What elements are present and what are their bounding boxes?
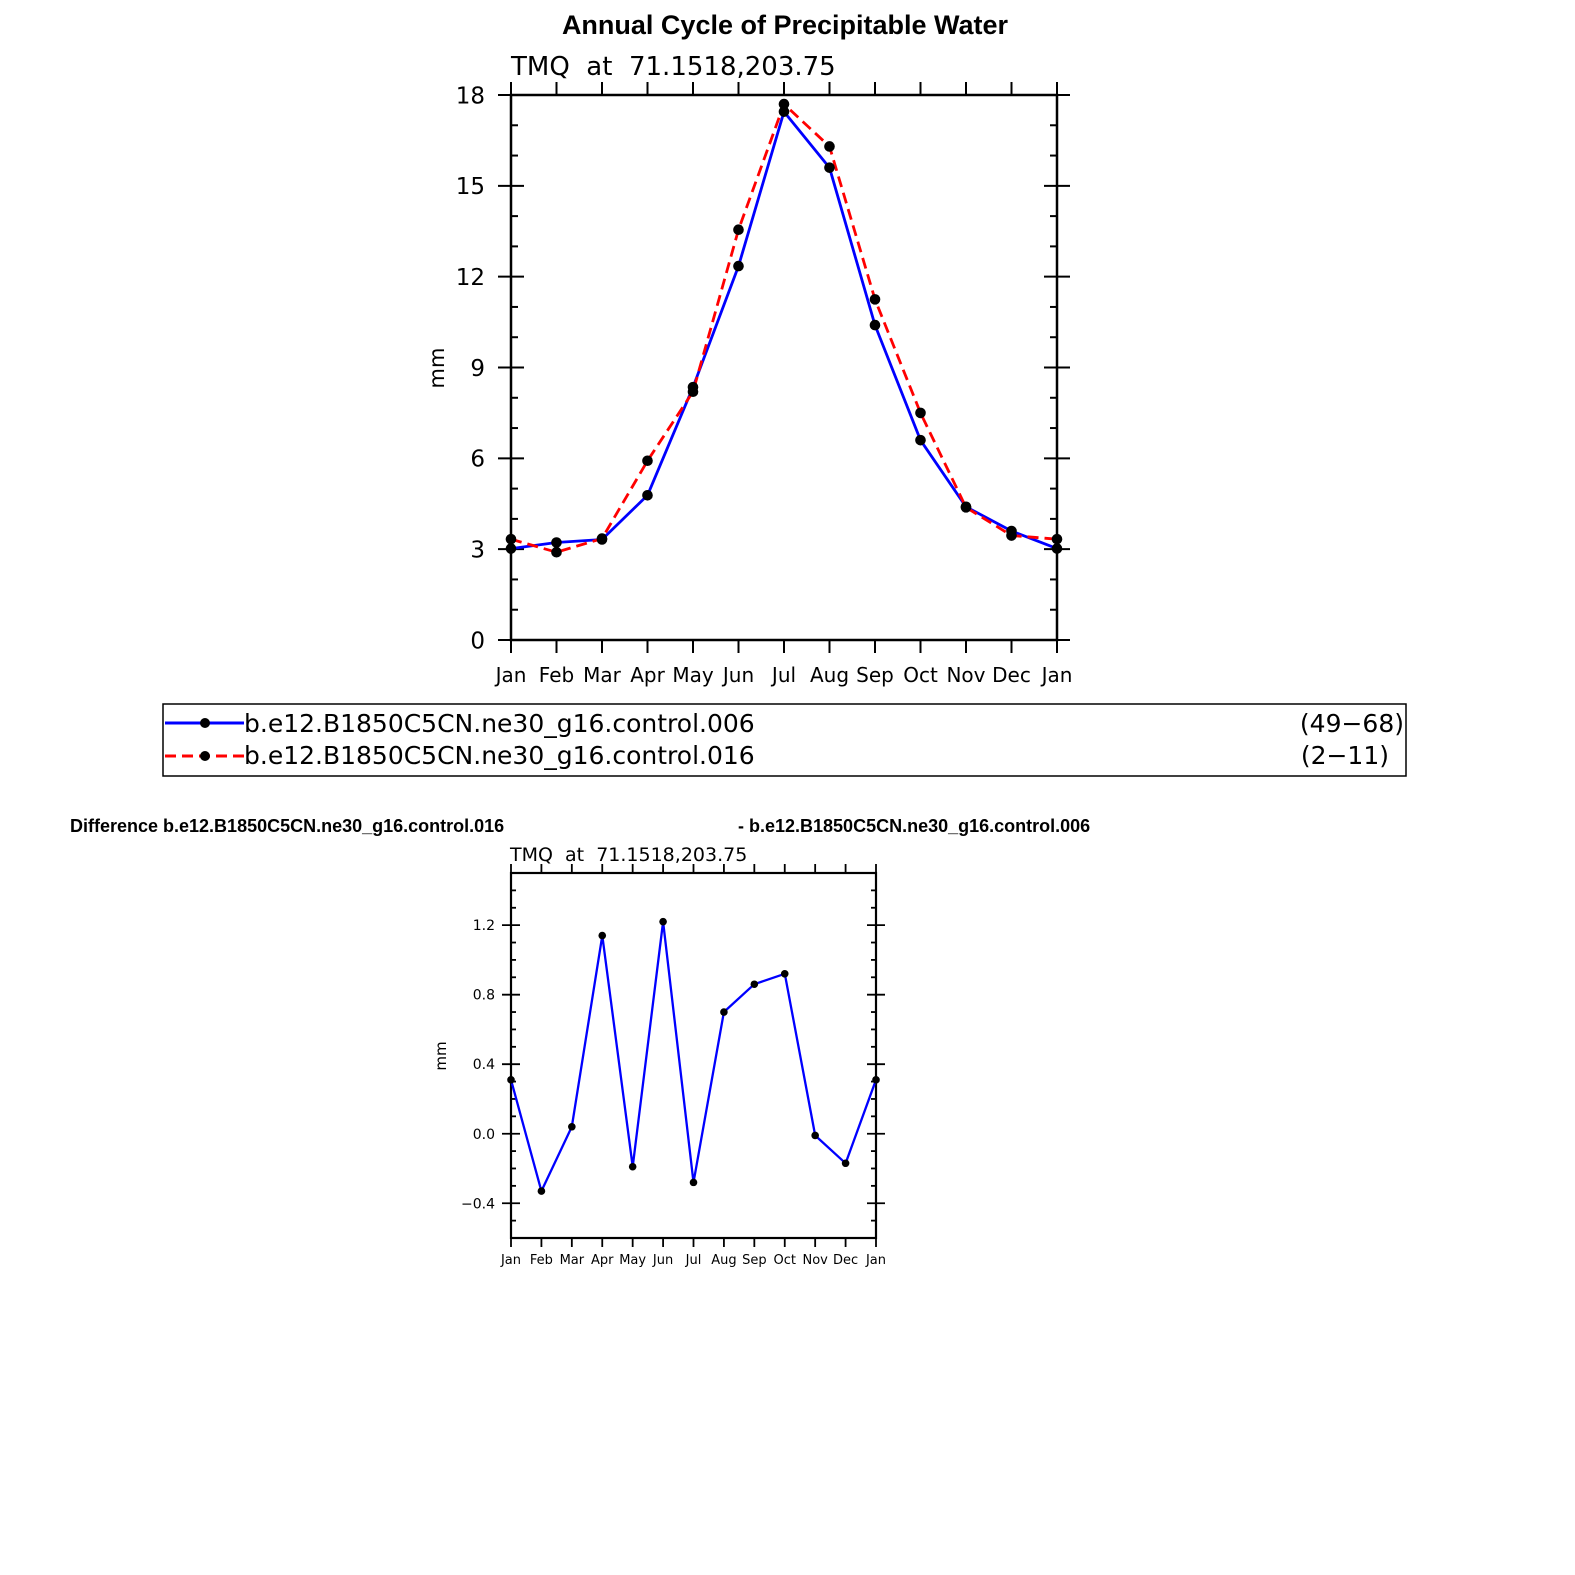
legend <box>163 704 1406 776</box>
chart2-ytick-label: 0.8 <box>472 987 495 1004</box>
chart1-series-2-point <box>961 502 972 513</box>
chart2-xtick-label: Sep <box>742 1253 767 1268</box>
chart1-series-1-point <box>642 490 653 501</box>
chart1-xtick-label: Sep <box>856 663 894 687</box>
chart2-xtick-label: Mar <box>559 1253 585 1268</box>
chart2-ytick-label: −0.4 <box>461 1196 495 1213</box>
chart1-series-2-point <box>597 533 608 544</box>
chart1-series-2-point <box>688 386 699 397</box>
chart1-plot-frame <box>511 95 1057 640</box>
chart1-ytick-label: 12 <box>455 264 485 291</box>
chart2-series-1-point <box>568 1123 576 1131</box>
chart1-series-1-point <box>551 537 562 548</box>
chart1-xtick-label: May <box>672 663 714 687</box>
chart1-xtick-label: Feb <box>538 663 575 687</box>
diff-title-right: - b.e12.B1850C5CN.ne30_g16.control.006 <box>738 816 1091 836</box>
chart2-series-1-point <box>690 1179 698 1187</box>
chart2-series-1-point <box>842 1159 850 1167</box>
chart2-series-1-point <box>507 1076 515 1084</box>
chart2-xtick-label: Jul <box>685 1253 702 1268</box>
chart1-series-1-point <box>733 261 744 272</box>
chart2-series-line-1 <box>511 922 876 1191</box>
chart2-ytick-label: 0.4 <box>472 1057 495 1074</box>
chart2-xtick-label: Apr <box>591 1253 614 1268</box>
main-title: Annual Cycle of Precipitable Water <box>561 10 1009 40</box>
chart1-xtick-label: Nov <box>946 663 986 687</box>
chart1-series-2-point <box>915 408 926 419</box>
chart1-ytick-label: 3 <box>470 537 485 564</box>
chart1-ytick-label: 0 <box>470 628 485 655</box>
chart1-series-2-point <box>1052 534 1063 545</box>
chart1-xtick-label: Jan <box>1041 663 1073 687</box>
legend-years-control-016: (2−11) <box>1300 741 1389 770</box>
chart2-series-1-point <box>629 1163 637 1171</box>
chart1-series-2-point <box>506 534 517 545</box>
chart1-series-2-point <box>733 224 744 235</box>
chart1-series-2-point <box>1006 530 1017 541</box>
chart1-series-1-point <box>506 543 517 554</box>
chart1-series-2-point <box>870 294 881 305</box>
chart2-series-1-point <box>659 918 667 926</box>
chart1-series-line-2 <box>511 104 1057 552</box>
legend-years-control-006: (49−68) <box>1299 709 1404 738</box>
chart2-ylabel: mm <box>432 1041 450 1071</box>
chart2-series-1-point <box>598 932 606 940</box>
chart2-xtick-label: Feb <box>529 1253 553 1268</box>
chart2-xtick-label: Jun <box>652 1253 674 1268</box>
annual-cycle-chart <box>425 52 1072 687</box>
legend-label-control-006: b.e12.B1850C5CN.ne30_g16.control.006 <box>244 709 755 738</box>
chart2-ytick-label: 0.0 <box>472 1126 495 1143</box>
chart2-xtick-label: Jan <box>500 1253 522 1268</box>
difference-chart <box>432 844 886 1268</box>
chart2-series-1-point <box>811 1132 819 1140</box>
chart2-xtick-label: Jan <box>865 1253 887 1268</box>
chart2-xtick-label: Nov <box>802 1253 828 1268</box>
chart1-series-1-point <box>824 162 835 173</box>
chart2-series-1-point <box>751 980 759 988</box>
chart2-subtitle: TMQ at 71.1518,203.75 <box>510 844 748 866</box>
chart1-series-line-1 <box>511 112 1057 549</box>
chart2-series-1-point <box>872 1076 880 1084</box>
chart1-xtick-label: Jun <box>722 663 755 687</box>
chart1-ytick-label: 18 <box>455 83 485 110</box>
chart2-xtick-label: Oct <box>773 1253 796 1268</box>
chart1-series-1-point <box>870 320 881 331</box>
chart1-series-2-point <box>824 141 835 152</box>
diff-title-left: Difference b.e12.B1850C5CN.ne30_g16.control.016 <box>70 816 505 836</box>
chart2-series-1-point <box>781 970 789 978</box>
chart1-xtick-label: Oct <box>903 663 938 687</box>
chart2-series-1-point <box>538 1187 546 1195</box>
chart2-ytick-label: 1.2 <box>472 918 495 935</box>
chart2-xtick-label: Dec <box>833 1253 859 1268</box>
chart1-series-1-point <box>915 435 926 446</box>
legend-marker-control-006 <box>200 718 210 728</box>
legend-label-control-016: b.e12.B1850C5CN.ne30_g16.control.016 <box>244 741 755 770</box>
chart1-ytick-label: 9 <box>470 355 485 382</box>
chart1-xtick-label: Dec <box>992 663 1031 687</box>
chart1-series-2-point <box>642 455 653 466</box>
chart1-series-1-point <box>1052 543 1063 554</box>
chart2-xtick-label: Aug <box>711 1253 737 1268</box>
chart1-subtitle: TMQ at 71.1518,203.75 <box>511 52 836 82</box>
chart1-xtick-label: Jan <box>495 663 527 687</box>
chart1-xtick-label: Jul <box>771 663 797 687</box>
chart1-series-2-point <box>779 99 790 110</box>
chart2-xtick-label: May <box>619 1253 647 1268</box>
chart1-xtick-label: Apr <box>630 663 665 687</box>
chart1-xtick-label: Aug <box>809 663 850 687</box>
legend-marker-control-016 <box>200 751 210 761</box>
chart2-series-1-point <box>720 1008 728 1016</box>
chart1-xtick-label: Mar <box>583 663 621 687</box>
chart1-ytick-label: 15 <box>455 174 485 201</box>
chart1-ylabel: mm <box>425 347 449 389</box>
chart1-series-2-point <box>551 547 562 558</box>
chart1-ytick-label: 6 <box>470 446 485 473</box>
